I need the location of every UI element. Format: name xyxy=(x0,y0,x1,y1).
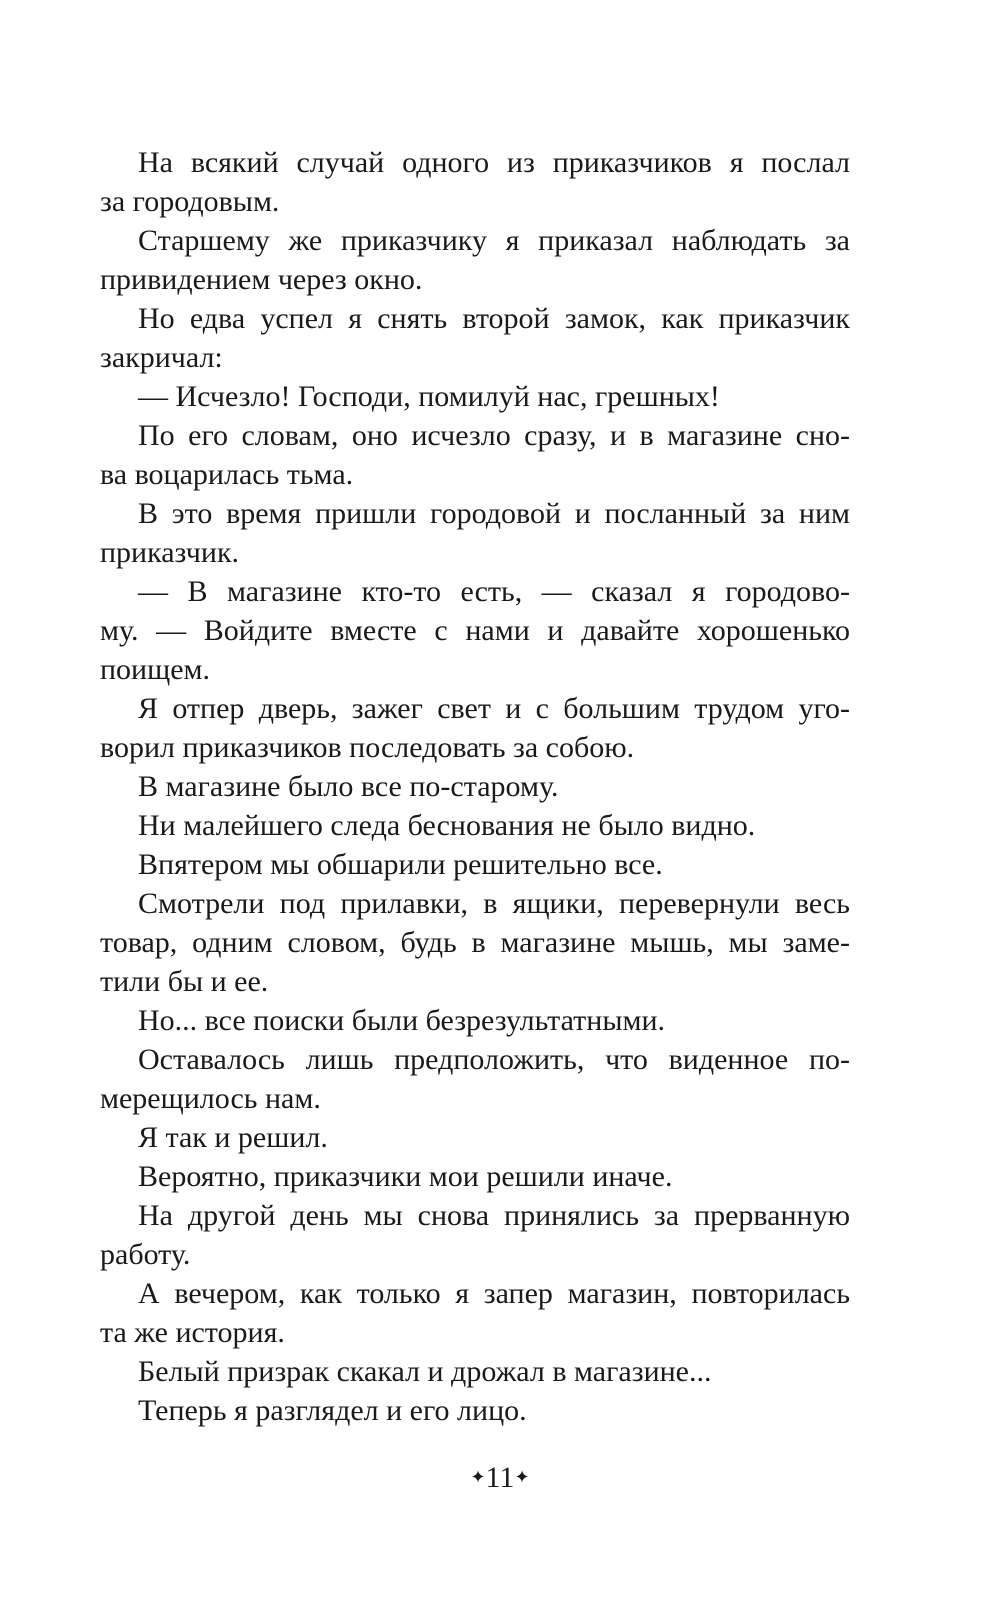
text-line: Впятером мы обшарили решительно все. xyxy=(138,848,663,881)
text-line: По его словам, оно исчезло сразу, и в магазине сно- xyxy=(138,419,850,452)
text-line: А вечером, как только я запер магазин, повторилась xyxy=(138,1277,850,1310)
text-line: та же история. xyxy=(100,1316,285,1349)
text-line: Белый призрак скакал и дрожал в магазине... xyxy=(138,1355,712,1388)
text-line: ворил приказчиков последовать за собою. xyxy=(100,731,635,764)
text-line: тили бы и ее. xyxy=(100,965,269,998)
text-line: Но... все поиски были безрезультатными. xyxy=(138,1004,666,1037)
ornament-left-icon: ✦ xyxy=(470,1467,486,1488)
text-line: Смотрели под прилавки, в ящики, перевернули весь xyxy=(138,887,850,920)
text-line: В магазине было все по-старому. xyxy=(138,770,559,803)
text-line: — Исчезло! Господи, помилуй нас, грешных! xyxy=(138,380,720,413)
text-line: ва воцарилась тьма. xyxy=(100,458,354,491)
page-footer xyxy=(0,1458,1000,1500)
text-line: му. — Войдите вместе с нами и давайте хорошенько xyxy=(100,614,850,647)
text-line: Я отпер дверь, зажег свет и с большим трудом уго- xyxy=(138,692,850,725)
text-line: — В магазине кто-то есть, — сказал я городово- xyxy=(138,575,850,608)
text-line: Но едва успел я снять второй замок, как приказчик xyxy=(138,302,850,335)
text-line: На всякий случай одного из приказчиков я послал xyxy=(138,146,850,179)
text-line: В это время пришли городовой и посланный за ним xyxy=(138,497,850,530)
text-line: Теперь я разглядел и его лицо. xyxy=(138,1394,527,1427)
page-number: 11 xyxy=(485,1461,515,1494)
text-line: товар, одним словом, будь в магазине мышь, мы заме- xyxy=(100,926,850,959)
text-line: за городовым. xyxy=(100,185,280,218)
text-line: Я так и решил. xyxy=(138,1121,328,1154)
text-line: Ни малейшего следа беснования не было видно. xyxy=(138,809,756,842)
text-line: На другой день мы снова принялись за прерванную xyxy=(138,1199,850,1232)
text-line: Вероятно, приказчики мои решили иначе. xyxy=(138,1160,673,1193)
text-line: приказчик. xyxy=(100,536,240,569)
text-line: Старшему же приказчику я приказал наблюдать за xyxy=(138,224,850,257)
text-line: Оставалось лишь предположить, что виденное по- xyxy=(138,1043,850,1076)
text-line: мерещилось нам. xyxy=(100,1082,321,1115)
text-line: привидением через окно. xyxy=(100,263,423,296)
ornament-right-icon: ✦ xyxy=(514,1467,530,1488)
text-line: закричал: xyxy=(100,341,223,374)
text-line: поищем. xyxy=(100,653,211,686)
text-line: работу. xyxy=(100,1238,191,1271)
body-text xyxy=(100,143,850,1430)
